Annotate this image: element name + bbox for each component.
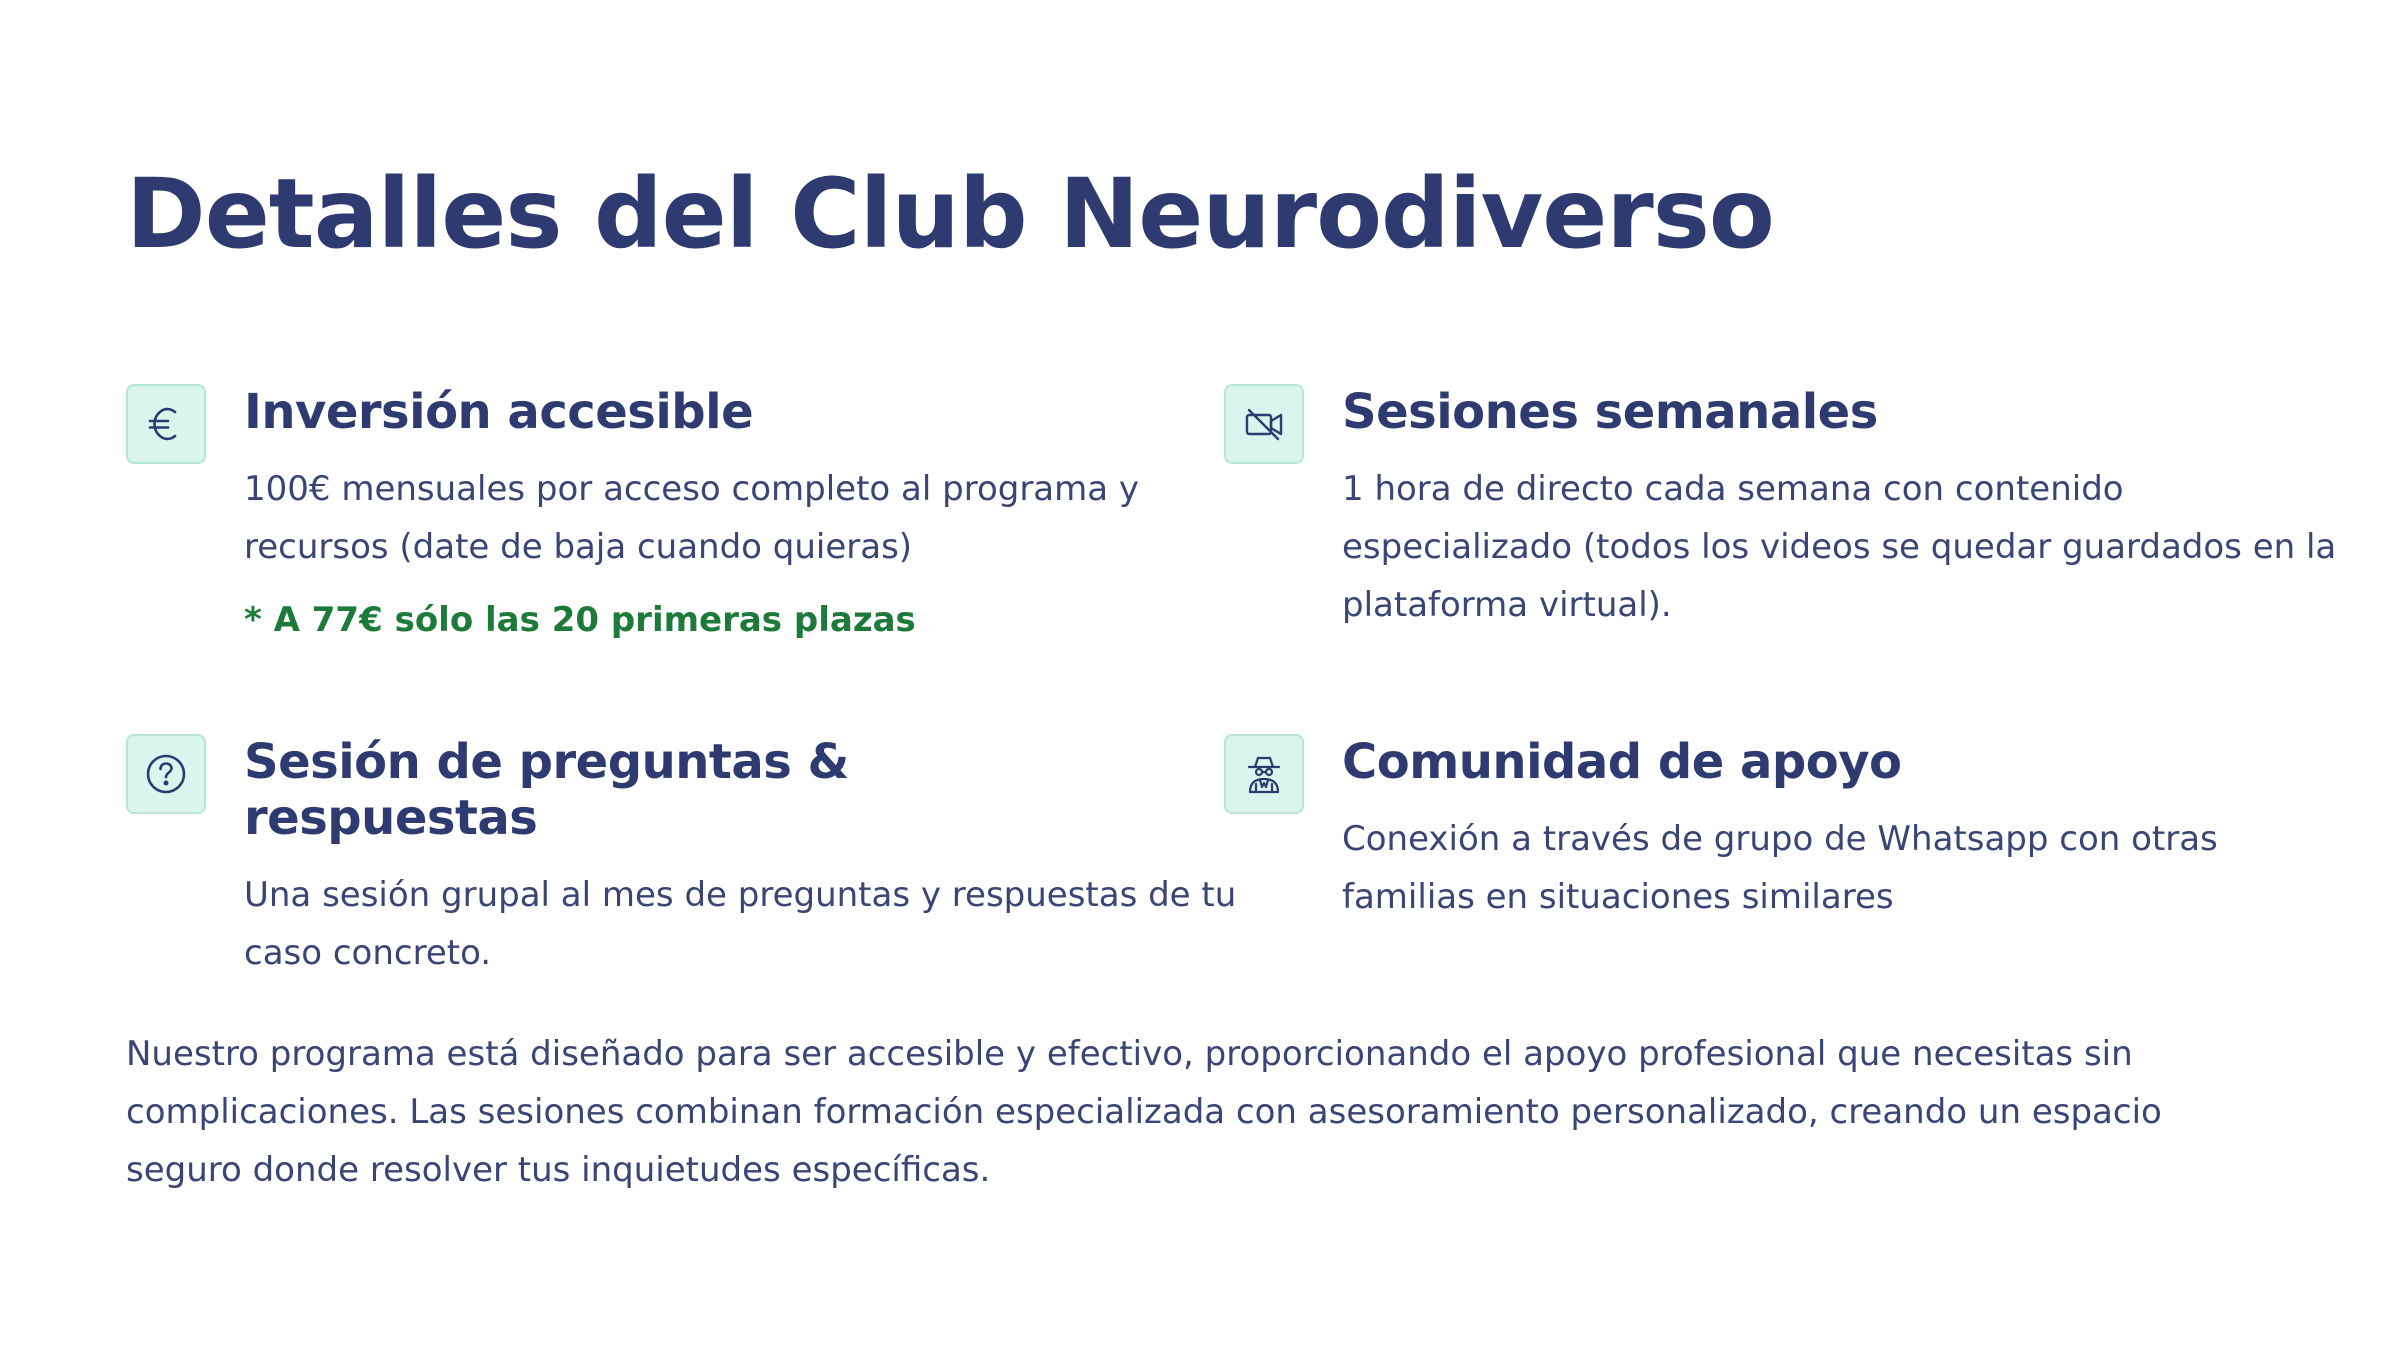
- feature-body: [1342, 384, 2392, 634]
- feature-text: 100€ mensuales por acceso completo al programa y recursos (date de baja cuando quieras): [244, 469, 1140, 567]
- feature-title: Comunidad de apoyo: [1342, 734, 1902, 790]
- video-off-icon: [1224, 384, 1304, 464]
- question-circle-icon: [126, 734, 206, 814]
- feature-body: [244, 734, 1294, 982]
- euro-icon: [126, 384, 206, 464]
- incognito-icon: [1224, 734, 1304, 814]
- feature-body: [244, 384, 1294, 644]
- feature-text: 1 hora de directo cada semana con contenido especializado (todos los videos se quedar guardados en la plataforma virtual).: [1342, 469, 2337, 625]
- promo-note: * A 77€ sólo las 20 primeras plazas: [244, 600, 916, 640]
- feature-title: Inversión accesible: [244, 384, 754, 440]
- feature-body: [1342, 734, 2392, 926]
- summary-paragraph: Nuestro programa está diseñado para ser accesible y efectivo, proporcionando el apoyo profesional que necesitas sin complicaciones. Las sesiones combinan formación especializada con asesoramiento personalizado, creando un espacio seguro donde resolver tus inquietudes específicas.: [126, 1034, 2162, 1190]
- feature-text: Una sesión grupal al mes de preguntas y respuestas de tu caso concreto.: [244, 875, 1237, 973]
- feature-title: Sesión de preguntas & respuestas: [244, 734, 849, 846]
- feature-title: Sesiones semanales: [1342, 384, 1878, 440]
- feature-text: Conexión a través de grupo de Whatsapp con otras familias en situaciones similares: [1342, 819, 2218, 917]
- page-title: Detalles del Club Neurodiverso: [126, 158, 1774, 270]
